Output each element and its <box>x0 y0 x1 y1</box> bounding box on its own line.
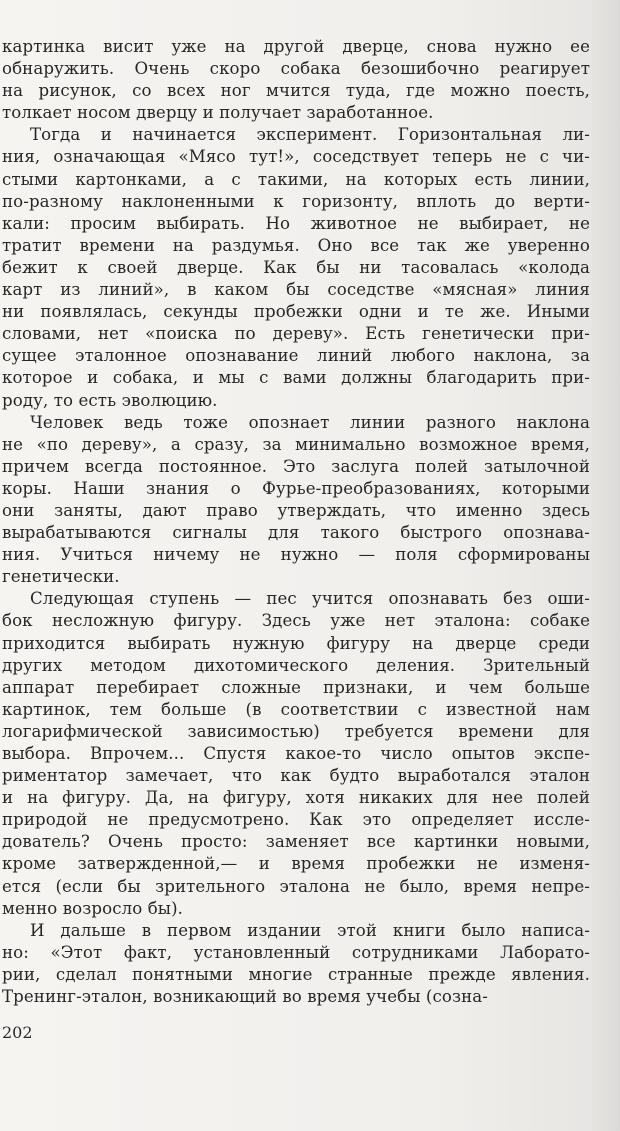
page-number: 202 <box>2 1023 33 1042</box>
body-text <box>2 36 590 1008</box>
text-line: Человек ведь тоже опознает линии разного наклона <box>30 412 590 432</box>
text-line: логарифмической зависимостью) требуется времени для <box>2 721 590 741</box>
text-line: роду, то есть эволюцию. <box>2 390 218 410</box>
text-line: картинка висит уже на другой дверце, снова нужно ее <box>2 37 590 56</box>
paragraph <box>2 920 590 1008</box>
text-line: сущее эталонное опознавание линий любого наклона, за <box>2 346 590 366</box>
text-line: бежит к своей дверце. Как бы ни тасовалась «колода <box>2 257 590 277</box>
text-line: они заняты, дают право утверждать, что именно здесь <box>2 500 590 520</box>
text-line: которое и собака, и мы с вами должны благодарить при- <box>2 368 590 388</box>
text-line: и на фигуру. Да, на фигуру, хотя никаких для нее полей <box>2 788 590 808</box>
text-line: природой не предусмотрено. Как это определяет иссле- <box>2 810 590 830</box>
text-line: не «по дереву», а сразу, за минимально возможное время, <box>2 434 590 454</box>
text-line: Следующая ступень — пес учится опознавать без оши- <box>30 589 590 609</box>
text-line: менно возросло бы). <box>2 898 184 918</box>
paragraph <box>2 124 590 411</box>
text-line: кроме затвержденной,— и время пробежки не изменя- <box>2 854 590 874</box>
text-line: на рисунок, со всех ног мчится туда, где можно поесть, <box>2 81 590 101</box>
paragraph <box>2 36 590 124</box>
text-line: ни появлялась, секунды пробежки одни и те же. Иными <box>2 302 590 322</box>
text-line: словами, нет «поиска по дереву». Есть генетически при- <box>2 324 590 344</box>
text-line: аппарат перебирает сложные признаки, и чем больше <box>2 677 590 697</box>
text-line: Тогда и начинается эксперимент. Горизонтальная ли- <box>30 125 590 145</box>
text-line: Тренинг-эталон, возникающий во время учебы (созна- <box>2 987 488 1007</box>
text-line: риментатор замечает, что как будто выработался эталон <box>2 766 590 786</box>
text-line: стыми картонками, а с такими, на которых есть линии, <box>2 169 590 189</box>
text-line: дователь? Очень просто: заменяет все картинки новыми, <box>2 832 590 852</box>
paragraph <box>2 412 590 589</box>
text-line: выбора. Впрочем... Спустя какое-то число опытов экспе- <box>2 744 590 763</box>
text-line: вырабатываются сигналы для такого быстрого опознава- <box>2 523 590 543</box>
text-line: причем всегда постоянное. Это заслуга полей затылочной <box>2 456 590 476</box>
text-line: ется (если бы зрительного эталона не было, время непре- <box>2 876 590 896</box>
text-line: бок несложную фигуру. Здесь уже нет эталона: собаке <box>2 611 590 631</box>
text-line: толкает носом дверцу и получает заработанное. <box>2 103 434 123</box>
paragraph <box>2 588 590 919</box>
text-line: И дальше в первом издании этой книги было написа- <box>30 920 590 940</box>
text-line: приходится выбирать нужную фигуру на дверце среди <box>2 633 590 653</box>
text-line: но: «Этот факт, установленный сотрудниками Лаборато- <box>2 942 590 962</box>
text-line: карт из линий», в каком бы соседстве «мясная» линия <box>2 280 590 300</box>
text-line: кали: просим выбирать. Но животное не выбирает, не <box>2 213 590 233</box>
text-line: коры. Наши знания о Фурье-преобразованиях, которыми <box>2 478 590 498</box>
text-line: ния. Учиться ничему не нужно — поля сформированы <box>2 545 590 565</box>
text-line: обнаружить. Очень скоро собака безошибочно реагирует <box>2 59 590 79</box>
text-line: генетически. <box>2 567 120 587</box>
text-line: по-разному наклоненными к горизонту, вплоть до верти- <box>2 191 590 211</box>
text-line: рии, сделал понятными многие странные прежде явления. <box>2 964 590 984</box>
text-line: других методом дихотомического деления. Зрительный <box>2 655 590 675</box>
text-line: тратит времени на раздумья. Оно все так же уверенно <box>2 235 590 255</box>
text-line: картинок, тем больше (в соответствии с известной нам <box>2 699 590 719</box>
text-line: ния, означающая «Мясо тут!», соседствует теперь не с чи- <box>2 147 590 167</box>
